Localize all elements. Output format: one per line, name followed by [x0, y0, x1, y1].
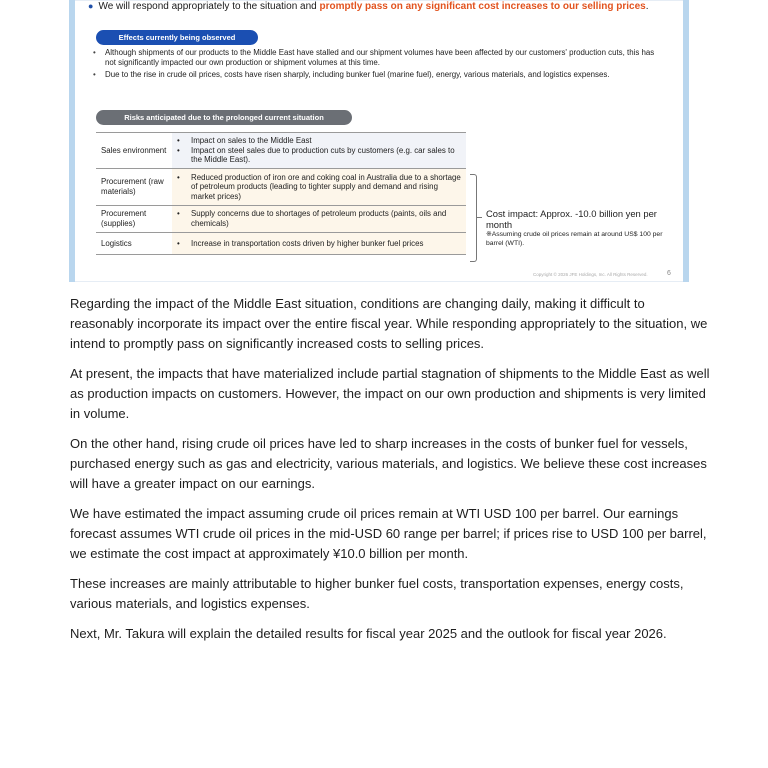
risk-item: Increase in transportation costs driven by higher bunker fuel prices	[191, 238, 424, 248]
headline-text: We will respond appropriately to the situation and	[98, 1, 320, 12]
risk-category: Procurement (raw materials)	[96, 169, 172, 206]
risk-category: Sales environment	[96, 133, 172, 169]
cost-bracket-tick	[476, 217, 482, 218]
slide-copyright: Copyright © 2026 JFE Holdings, Inc. All Rights Reserved.	[533, 272, 648, 277]
table-row	[96, 169, 466, 206]
slide-left-border	[69, 0, 75, 282]
table-row	[96, 206, 466, 233]
cost-bracket	[470, 174, 477, 262]
cost-impact	[486, 208, 681, 248]
paragraph: We have estimated the impact assuming crude oil prices remain at WTI USD 100 per barrel. Our earnings forecast assumes WTI crude oil prices in the mid-USD 60 range per barrel; if prices rise to USD 100 per barrel, we estimate the cost impact at approximately ¥10.0 billion per month.	[70, 506, 707, 561]
risk-item: Supply concerns due to shortages of petroleum products (paints, oils and chemicals)	[191, 209, 447, 228]
table-row	[96, 133, 466, 169]
list-item: • Due to the rise in crude oil prices, costs have risen sharply, including bunker fuel (marine fuel), energy, various materials, and logistics expenses.	[93, 69, 610, 79]
slide-page-number: 6	[667, 270, 671, 277]
paragraph: On the other hand, rising crude oil prices have led to sharp increases in the costs of bunker fuel for vessels, purchased energy such as gas and electricity, various materials, and logistics. We believe these cost increases will have a greater impact on our earnings.	[70, 436, 707, 491]
risk-category: Procurement (supplies)	[96, 206, 172, 233]
cost-impact-text: Cost impact: Approx. -10.0 billion yen per month	[486, 208, 657, 230]
risk-item: Reduced production of iron ore and coking coal in Australia due to a shortage of petroleum products (leading to tighter supply and demand and rising market prices)	[191, 172, 461, 201]
slide-headline	[88, 1, 648, 12]
effect-text: Due to the rise in crude oil prices, costs have risen sharply, including bunker fuel (marine fuel), energy, various materials, and logistics expenses.	[105, 69, 610, 79]
risk-category: Logistics	[96, 233, 172, 255]
paragraph: These increases are mainly attributable to higher bunker fuel costs, transportation expenses, energy costs, various materials, and logistics expenses.	[70, 576, 684, 611]
paragraph: At present, the impacts that have materialized include partial stagnation of shipments to the Middle East as well as production impacts on customers. However, the impact on our own production and shipments is very limited in volume.	[70, 366, 710, 421]
risk-table	[96, 132, 466, 255]
slide-right-border	[683, 0, 689, 282]
transcript-body	[70, 294, 710, 654]
effects-heading: Effects currently being observed	[96, 30, 258, 45]
risk-description: • Reduced production of iron ore and coking coal in Australia due to a shortage of petroleum products (leading to tighter supply and demand and rising market prices)	[172, 169, 466, 206]
paragraph: Next, Mr. Takura will explain the detailed results for fiscal year 2025 and the outlook for fiscal year 2026.	[70, 626, 667, 641]
headline-end: .	[645, 1, 649, 12]
effects-list	[93, 48, 663, 80]
paragraph: Regarding the impact of the Middle East situation, conditions are changing daily, making it difficult to reasonably incorporate its impact over the entire fiscal year. While responding appropriately to the situation, we intend to promptly pass on significantly increased costs to selling prices.	[70, 296, 708, 351]
risks-heading: Risks anticipated due to the prolonged current situation	[96, 110, 352, 125]
risk-item: Impact on steel sales due to production cuts by customers (e.g. car sales to the Middle East).	[191, 145, 455, 165]
risk-description: • Supply concerns due to shortages of petroleum products (paints, oils and chemicals)	[172, 206, 466, 233]
table-row	[96, 233, 466, 255]
list-item: • Although shipments of our products to the Middle East have stalled and our shipment volumes have been affected by our customers' production cuts, this has not significantly impacted our own production or shipment volumes at this time.	[93, 48, 663, 69]
risk-description: • Impact on sales to the Middle East • Impact on steel sales due to production cuts by customers (e.g. car sales to the Middle East).	[172, 133, 466, 169]
effect-text: Although shipments of our products to the Middle East have stalled and our shipment volumes have been affected by our customers' production cuts, this has not significantly impacted our own production or shipment volumes at this time.	[105, 48, 655, 68]
cost-impact-note: ※Assuming crude oil prices remain at around US$ 100 per barrel (WTI).	[486, 231, 663, 247]
bullet-dot-icon: ●	[88, 1, 94, 11]
risk-description: • Increase in transportation costs driven by higher bunker fuel prices	[172, 233, 466, 255]
risk-item: Impact on sales to the Middle East	[191, 136, 312, 146]
headline-emphasis: promptly pass on any significant cost increases to our selling prices	[319, 1, 646, 12]
